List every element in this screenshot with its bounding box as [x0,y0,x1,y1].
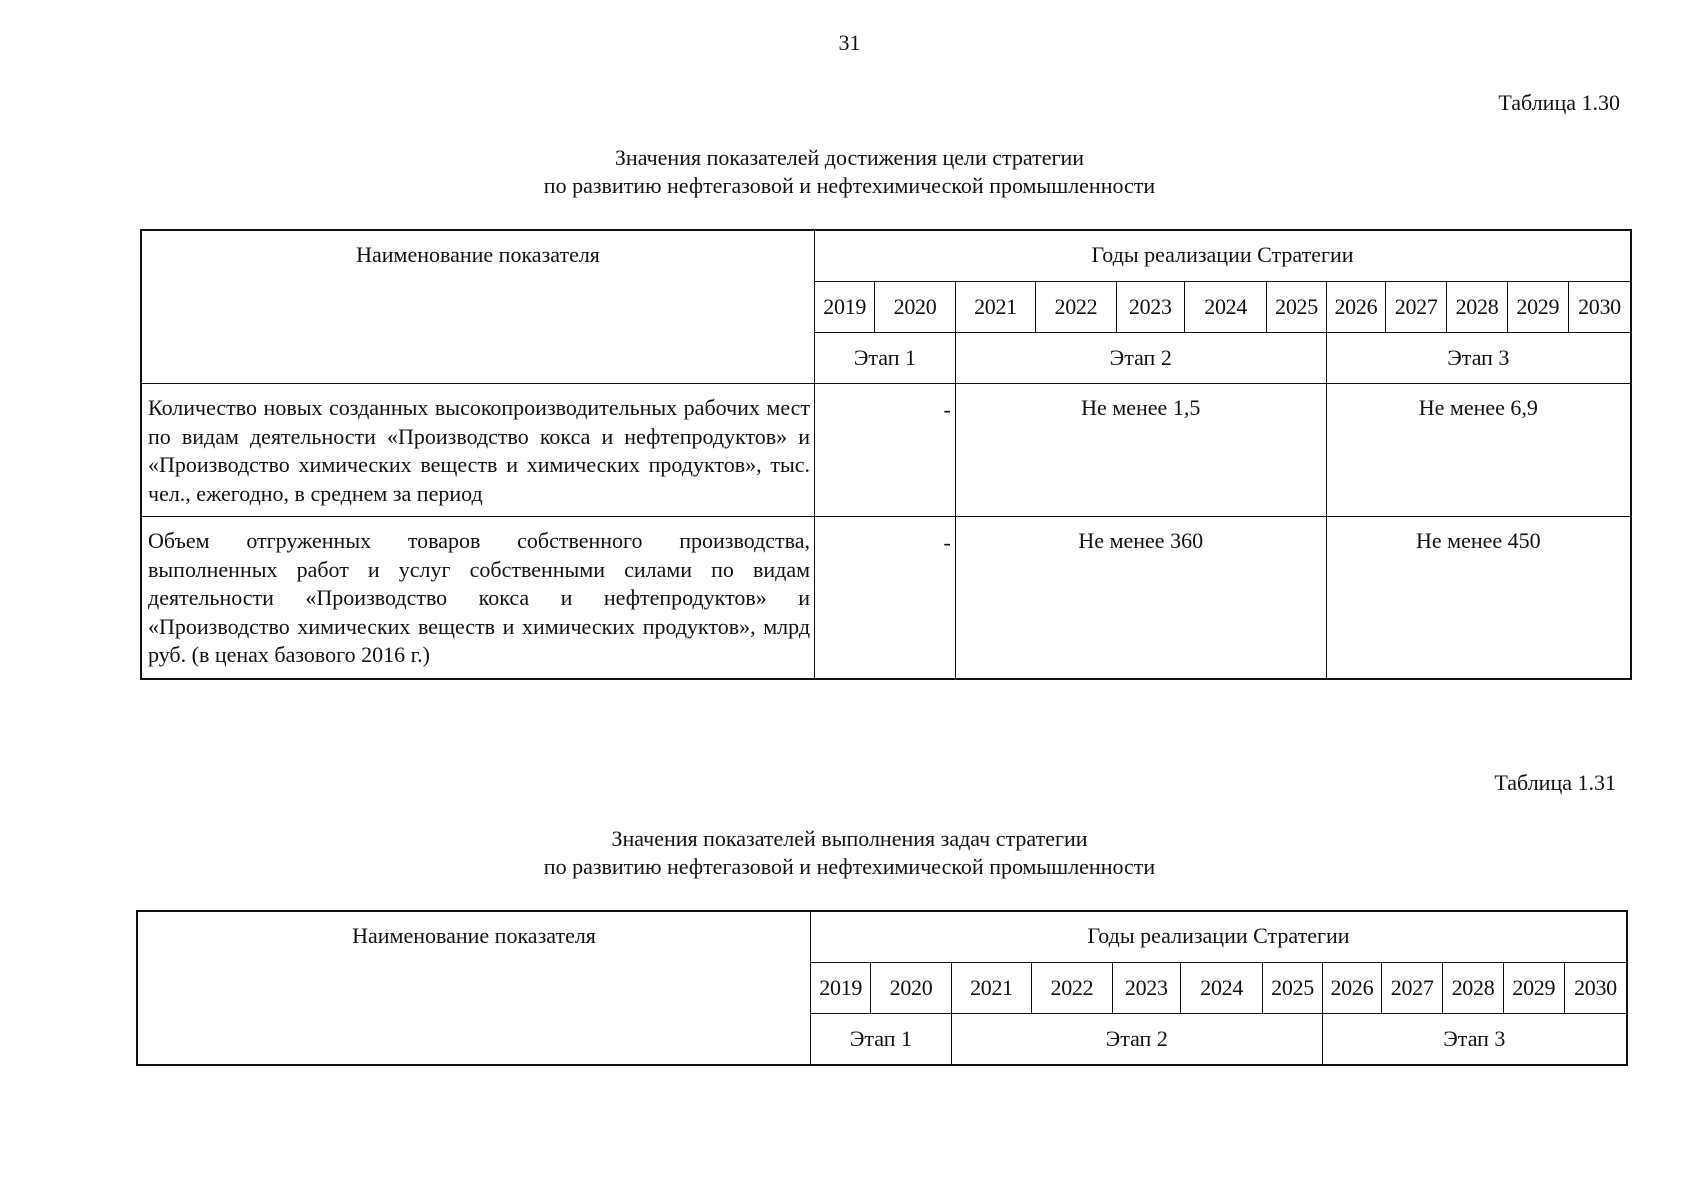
stage-cell: Этап 3 [1322,1014,1627,1066]
year-cell: 2021 [951,963,1031,1014]
header-years: Годы реализации Стратегии [811,911,1627,963]
indicator-name: Количество новых созданных высокопроизводительных рабочих мест по видам деятельности «Производство кокса и нефтепродуктов» и «Производство химических веществ и химических продуктов», тыс. чел., ежегодно, в среднем за период [141,384,815,517]
year-cell: 2019 [811,963,871,1014]
indicator-name: Объем отгруженных товаров собственного производства, выполненных работ и услуг собственными силами по видам деятельности «Производство кокса и нефтепродуктов» и «Производство химических веществ и химических продуктов», млрд руб. (в ценах базового 2016 г.) [141,517,815,679]
year-cell: 2028 [1447,282,1507,333]
stage-cell: Этап 1 [815,333,956,384]
page-number: 31 [838,30,861,55]
stage1-value: - [815,517,956,679]
stage-cell: Этап 2 [951,1014,1322,1066]
year-cell: 2028 [1443,963,1503,1014]
year-cell: 2030 [1568,282,1631,333]
header-years: Годы реализации Стратегии [815,230,1631,282]
table-label: Таблица 1.30 [1498,90,1620,115]
year-cell: 2024 [1180,963,1262,1014]
table-title-line: Значения показателей выполнения задач стратегии [611,826,1088,851]
header-indicator-name: Наименование показателя [137,911,811,1065]
table-title-line: по развитию нефтегазовой и нефтехимической промышленности [543,854,1156,879]
header-indicator-name: Наименование показателя [141,230,815,384]
year-cell: 2026 [1326,282,1385,333]
stage1-value: - [815,384,956,517]
table-title-line: Значения показателей достижения цели стратегии [614,145,1085,170]
year-cell: 2029 [1507,282,1568,333]
table-row [141,517,1631,679]
table-label: Таблица 1.31 [1494,770,1616,795]
year-cell: 2023 [1112,963,1180,1014]
stage2-value: Не менее 360 [955,517,1326,679]
stage-cell: Этап 3 [1326,333,1631,384]
year-cell: 2022 [1032,963,1112,1014]
stage2-value: Не менее 1,5 [955,384,1326,517]
stage-cell: Этап 2 [955,333,1326,384]
indicator-table-goals [140,229,1632,680]
year-cell: 2027 [1386,282,1447,333]
stage3-value: Не менее 6,9 [1326,384,1631,517]
year-cell: 2021 [955,282,1035,333]
indicator-table-tasks [136,910,1628,1066]
year-cell: 2026 [1322,963,1381,1014]
table-title-line: по развитию нефтегазовой и нефтехимической промышленности [543,173,1156,198]
year-cell: 2020 [871,963,951,1014]
year-cell: 2024 [1184,282,1266,333]
table-row [141,384,1631,517]
year-cell: 2023 [1116,282,1184,333]
table-title [0,144,1699,200]
year-cell: 2029 [1503,963,1564,1014]
stage-cell: Этап 1 [811,1014,952,1066]
year-cell: 2027 [1382,963,1443,1014]
stage3-value: Не менее 450 [1326,517,1631,679]
year-cell: 2022 [1036,282,1116,333]
year-cell: 2030 [1564,963,1627,1014]
year-cell: 2019 [815,282,875,333]
year-cell: 2025 [1267,282,1326,333]
table-title [0,825,1699,881]
year-cell: 2020 [875,282,955,333]
year-cell: 2025 [1263,963,1322,1014]
